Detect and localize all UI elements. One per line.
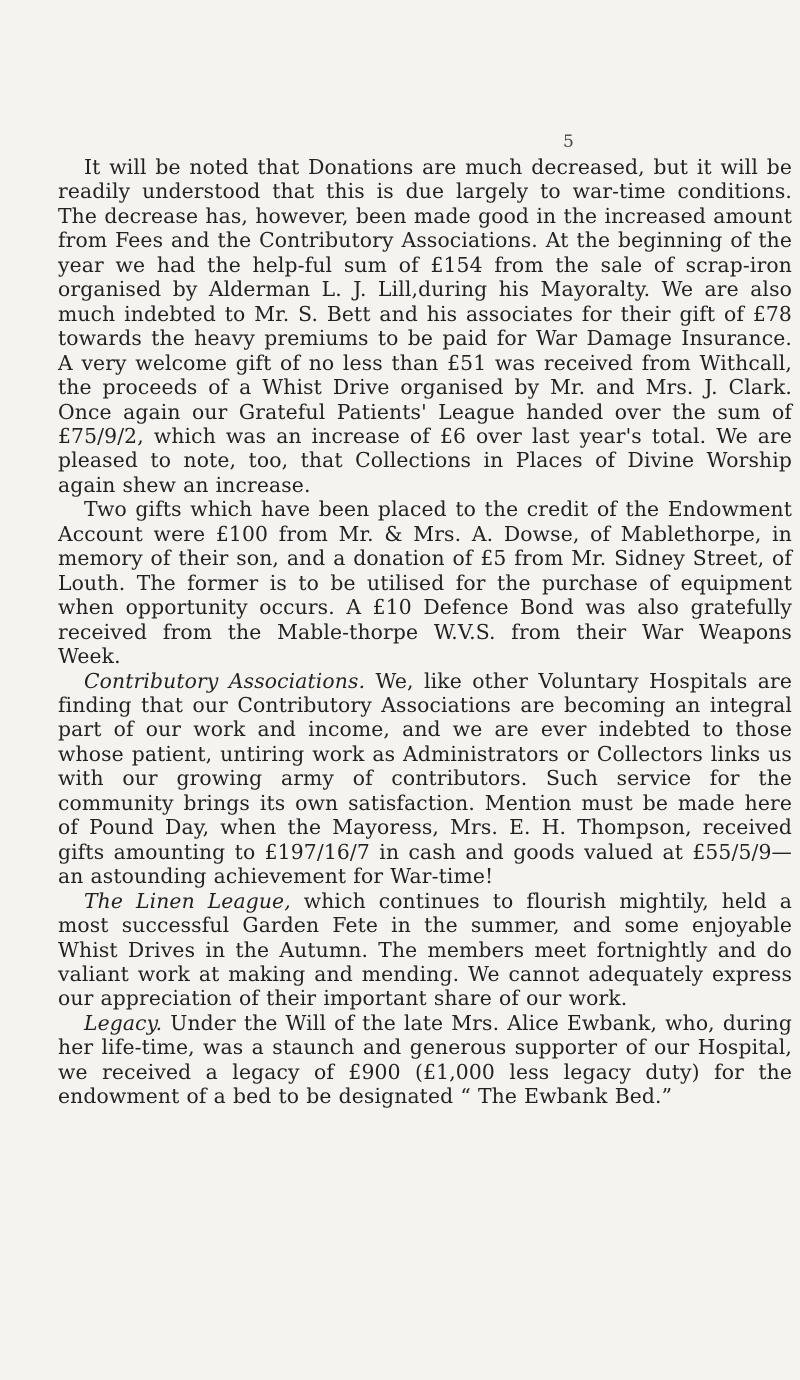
paragraph-heading: Contributory Associations. bbox=[84, 668, 366, 693]
paragraph-text: Under the Will of the late Mrs. Alice Ewbank, who, during her life-time, was a staunch and generous supporter of our Hospital, we received a legacy of £900 (£1,000 less legacy duty) for the endowment of a bed to be designated “ The Ewbank Bed.” bbox=[58, 1010, 792, 1109]
paragraph-legacy bbox=[58, 1011, 792, 1109]
paragraph-text: Two gifts which have been placed to the credit of the Endowment Account were £100 from Mr. & Mrs. A. Dowse, of Mablethorpe, in memory of their son, and a donation of £5 from Mr. Sidney Street, of Louth. The former is to be utilised for the purchase of equipment when opportunity occurs. A £10 Defence Bond was also gratefully received from the Mable-thorpe W.V.S. from their War Weapons Week. bbox=[58, 497, 792, 669]
paragraph-donations bbox=[58, 155, 792, 497]
paragraph-text: It will be noted that Donations are much decreased, but it will be readily understood that this is due largely to war-time conditions. The decrease has, however, been made good in the increased amount from Fees and the Contributory Associations. At the beginning of the year we had the help-ful sum of £154 from the sale of scrap-iron organised by Alderman L. J. Lill,during his Mayoralty. We are also much indebted to Mr. S. Bett and his associates for their gift of £78 towards the heavy premiums to be paid for War Damage Insurance. A very welcome gift of no less than £51 was received from Withcall, the proceeds of a Whist Drive organised by Mr. and Mrs. J. Clark. Once again our Grateful Patients' League handed over the sum of £75/9/2, which was an increase of £6 over last year's total. We are pleased to note, too, that Collections in Places of Divine Worship again shew an increase. bbox=[58, 155, 792, 497]
body-text bbox=[58, 155, 792, 1109]
page-number: 5 bbox=[563, 132, 574, 152]
paragraph-endowment bbox=[58, 497, 792, 668]
paragraph-linen-league bbox=[58, 889, 792, 1011]
paragraph-text: We, like other Voluntary Hospitals are finding that our Contributory Associations are becoming an integral part of our work and income, and we are ever indebted to those whose patient, untiring work as Administrators or Collectors links us with our growing army of contributors. Such service for the community brings its own satisfaction. Mention must be made here of Pound Day, when the Mayoress, Mrs. E. H. Thompson, received gifts amounting to £197/16/7 in cash and goods valued at £55/5/9— an astounding achievement for War-time! bbox=[58, 668, 792, 889]
paragraph-heading: The Linen League, bbox=[84, 888, 291, 913]
paragraph-heading: Legacy. bbox=[84, 1010, 163, 1035]
paragraph-contributory-associations bbox=[58, 669, 792, 889]
paragraph-text: which continues to flourish mightily, held a most successful Garden Fete in the summer, and some enjoyable Whist Drives in the Autumn. The members meet fortnightly and do valiant work at making and mending. We cannot adequately express our appreciation of their important share of our work. bbox=[58, 888, 792, 1011]
